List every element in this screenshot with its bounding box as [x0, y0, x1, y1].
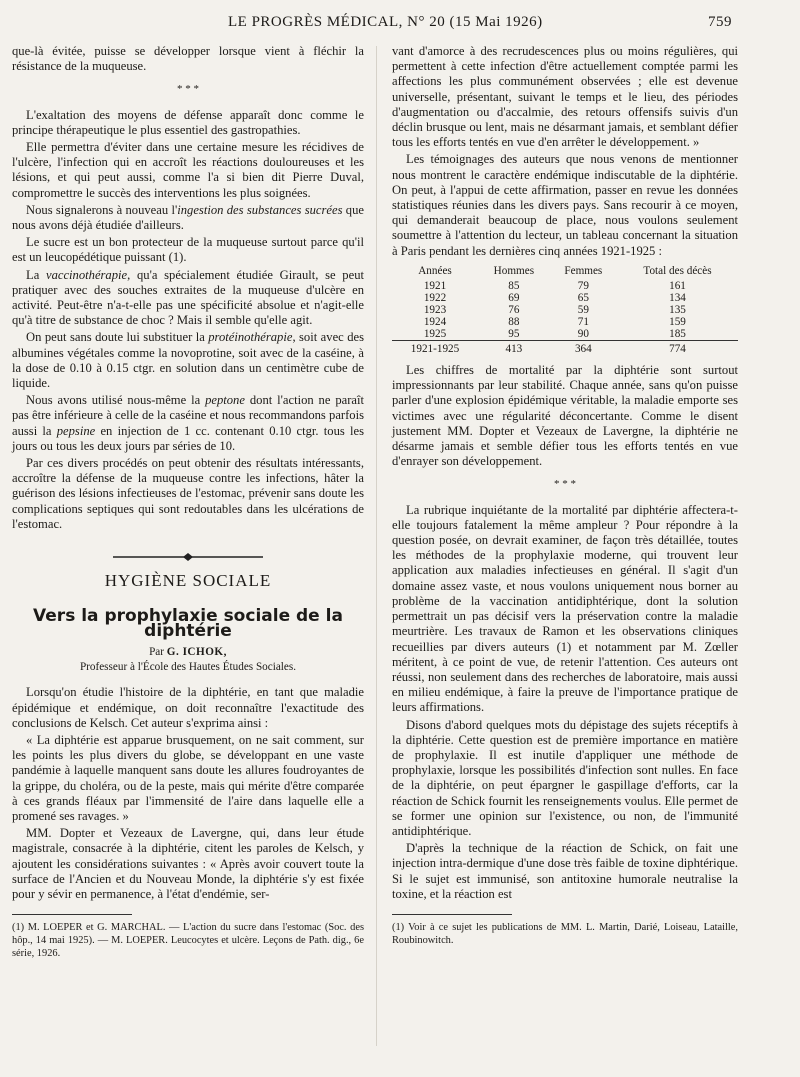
- paragraph: Nous avons utilisé nous-même la peptone dont l'action ne paraît pas être inférieure à celle de la caséine et nous recommandons parfois aussi la pepsine en injection de 1 cc. contenant 0.10 ctgr. tous les jours ou tous les deux jours par séries de 10.: [12, 393, 365, 453]
- mortality-table: [392, 263, 738, 355]
- paragraph: que-là évitée, puisse se développer lorsque vient à fléchir la résistance de la muqueuse.: [12, 44, 364, 74]
- paragraph: La vaccinothérapie, qu'a spécialement étudiée Girault, se peut pratiquer avec des souches extraites de la muqueuse d'ulcère en activité. Peut-être n'a-t-elle pas une spécificité absolue et n'agit-elle qu'à titre de substance de choc ? Mais il semble qu'elle agit.: [12, 267, 364, 328]
- paragraph: Les chiffres de mortalité par la diphtérie sont surtout impressionnants par leur stabilité. Chaque année, sans qu'on puisse parler d'une explosion épidémique véritable, la maladie emporte ses victimes avec une régularité déconcertante. Comme le disent justement MM. Dopter et Vezeaux de Lavergne, la diphtérie ne désarme jamais et semble défier tous les efforts tentés en vue d'enrayer son développement.: [392, 363, 738, 469]
- table-row: 1922 69 65 134: [423, 292, 686, 305]
- paragraph: La rubrique inquiétante de la mortalité par diphtérie affectera-t-elle toujours fatalement la même ampleur ? Pour répondre à la question posée, on devrait examiner, de façon très détaillée, toutes les méthodes de la prophylaxie moderne, qui trouvent leur application aux maladies infectieuses en général. Il s'agit d'un domaine assez vaste, et nous voulons uniquement nous borner au problème de la vaccination antidiphtérique, dont la solution permettrait un pas décisif vers la préservation contre la maladie meurtrière. Les travaux de Ramon et les observations cliniques recueillies par divers auteurs (1) et notamment par M. Zœller méritent, à ce point de vue, de retenir l'attention. Ces auteurs ont réussi, non seulement dans des recherches de laboratoire, mais aussi en milieu endémique, à faire la preuve de l'importance pratique de leurs affirmations.: [392, 502, 738, 715]
- page-number: 759: [708, 14, 732, 30]
- byline: Par G. ICHOK,: [149, 645, 227, 658]
- author-affiliation: Professeur à l'École des Hautes Études Sociales.: [79, 661, 297, 674]
- table-header: Femmes: [564, 264, 603, 277]
- paragraph: Lorsqu'on étudie l'histoire de la diphtérie, en tant que maladie épidémique et endémique, on doit reconnaître l'exactitude des conclusions de Kelsch. Cet auteur s'exprima ainsi :: [12, 685, 364, 730]
- footnote: (1) Voir à ce sujet les publications de MM. L. Martin, Darié, Loiseau, Lataille, Roubinowitch.: [392, 921, 738, 946]
- table-header: Total des décès: [643, 264, 712, 277]
- ornament-rule-icon: [113, 552, 263, 562]
- paragraph: Disons d'abord quelques mots du dépistage des sujets réceptifs à la diphtérie. Cette question est de première importance en matière de prophylaxie. Il est inutile d'appliquer une méthode de prophylaxie, lorsque les possibilités d'infection sont nulles. En face de la diphtérie, on peut épargner le gaspillage d'efforts, car la réaction de Schick fournit les renseignements voulus. Elle permet de se former une opinion sur l'existence, ou non, de l'immunité antidiphtérique.: [392, 717, 738, 838]
- right-column: [392, 44, 738, 949]
- paragraph: Le sucre est un bon protecteur de la muqueuse surtout parce qu'il est un leucopédétique puissant (1).: [12, 235, 364, 265]
- table-row: 1921 85 79 161: [423, 280, 686, 293]
- paragraph: On peut sans doute lui substituer la protéinothérapie, soit avec des albumines végétales comme la novoprotine, soit avec de la caséine, à la dose de 0.10 à 0.15 ctgr. en solution dans un centimètre cube de liquide.: [12, 330, 364, 391]
- table-row: 1925 95 90 185: [423, 328, 686, 341]
- left-column: [12, 44, 364, 962]
- paragraph: Nous signalerons à nouveau l'ingestion des substances sucrées que nous avons déjà étudiée d'ailleurs.: [12, 202, 364, 233]
- section-title: HYGIÈNE SOCIALE: [104, 571, 272, 591]
- quotation: « La diphtérie est apparue brusquement, on ne sait comment, sur les points les plus divers du globe, se développant en une vaste pandémie à laquelle manquent sans doute les allures foudroyantes de la grippe, du choléra, ou de la peste, mais qui mérite d'être comparée à ces grands fléaux par l'immensité de l'aire dans laquelle elle a promené ses ravages. »: [12, 732, 364, 823]
- footnote-rule: [392, 914, 512, 915]
- journal-header-title: LE PROGRÈS MÉDICAL, N° 20 (15 Mai 1926): [228, 14, 543, 30]
- table-total-row: 1921-1925 413 364 774: [392, 341, 738, 356]
- table-row: 1923 76 59 135: [423, 304, 686, 317]
- table-row: 1924 88 71 159: [423, 316, 686, 329]
- paragraph: vant d'amorce à des recrudescences plus ou moins régulières, qui permettent à cette infection d'être actuellement comptée parmi les affections les plus communément observées ; elle est devenue universelle, présentant, suivant le temps et le lieu, des périodes d'augmentation ou d'accalmie, des retours offensifs suivis d'un déclin brusque ou lent, mais ne désarmant jamais, et semblant défier tous les efforts tentés en vue d'en arrêter le développement. »: [392, 44, 738, 150]
- footnote-rule: [12, 914, 132, 915]
- paragraph: L'exaltation des moyens de défense apparaît donc comme le principe thérapeutique le plus essentiel des gastropathies.: [12, 107, 364, 137]
- section-separator: * * *: [177, 83, 199, 96]
- ornament-divider: [12, 550, 364, 565]
- table-header-row: [392, 263, 738, 280]
- table-header: Années: [418, 264, 452, 277]
- running-header: [0, 10, 800, 34]
- paragraph: Elle permettra d'éviter dans une certaine mesure les récidives de l'ulcère, l'infection qui en accroît les réactions douloureuses et les lésions, et qui peut aussi, comme l'a si bien dit Pierre Duval, compromettre le succès des interventions les plus soignées.: [12, 140, 364, 200]
- table-header: Hommes: [493, 264, 535, 277]
- paragraph: MM. Dopter et Vezeaux de Lavergne, qui, dans leur étude magistrale, consacrée à la diphtérie, citent les paroles de Kelsch, y ajoutent les considérations suivantes : « Après avoir couvert toute la surface de l'Ancien et du Nouveau Monde, la diphtérie s'y est fixée pour y sévir en permanence, à l'état d'endémie, ser-: [12, 826, 364, 901]
- paragraph: D'après la technique de la réaction de Schick, on fait une injection intra-dermique d'une dose très faible de toxine diphtérique. Si le sujet est immunisé, son antitoxine humorale neutralise la toxine, et la réaction est: [392, 841, 738, 901]
- article-title: Vers la prophylaxie sociale de la diphtérie: [33, 605, 343, 641]
- paragraph: Par ces divers procédés on peut obtenir des résultats intéressants, accroître la défense de la muqueuse contre les infections, hâter la guérison des lésions infectieuses de l'estomac, prévenir sans doute les complications septiques qui sont redoutables dans les ulcérations de l'estomac.: [12, 456, 364, 531]
- paragraph: Les témoignages des auteurs que nous venons de mentionner nous montrent le caractère endémique indiscutable de la diphtérie. On peut, à l'appui de cette affirmation, passer en revue les données statistiques réunies dans les divers pays. Sans recourir à ce moyen, qui demanderait beaucoup de place, nous voulons seulement soumettre à l'attention du lecteur, un tableau concernant la situation à Paris pendant les dernières cinq années 1921-1925 :: [392, 152, 738, 258]
- section-separator: * * *: [554, 478, 576, 491]
- column-divider: [376, 46, 377, 1046]
- footnote: (1) M. LOEPER et G. MARCHAL. — L'action du sucre dans l'estomac (Soc. des hôp., 14 mai 1925). — M. LOEPER. Leucocytes et ulcère. Leçons de Path. dig., 6e série, 1926.: [12, 922, 364, 960]
